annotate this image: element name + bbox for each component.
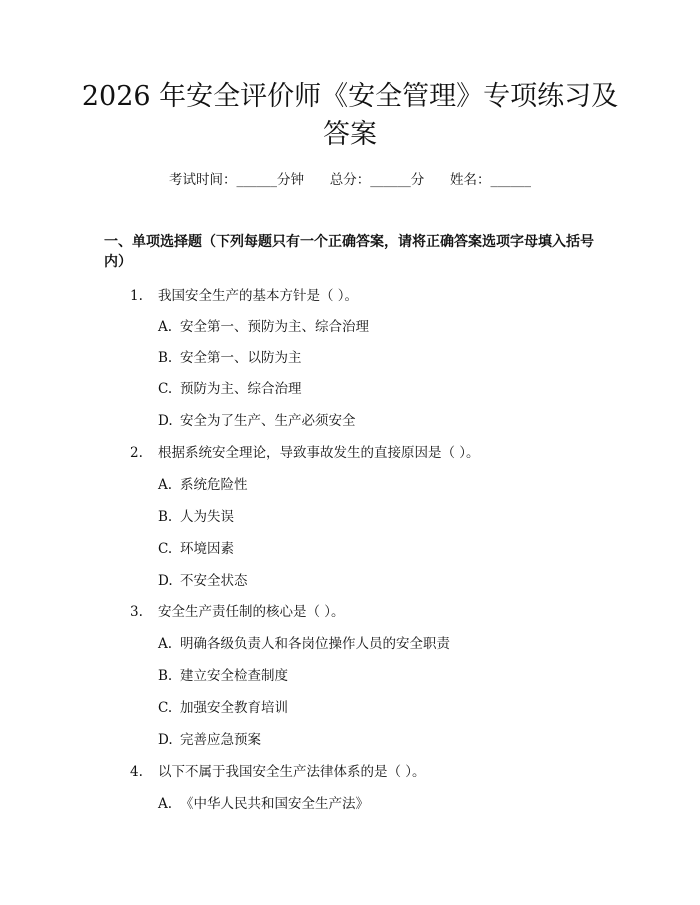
question-3-option-d [158,728,261,748]
option-text: 《中华人民共和国安全生产法》 [180,796,369,812]
question-text: 安全生产责任制的核心是（ ）。 [158,604,345,620]
question-1-option-a [158,315,369,335]
time-label: 考试时间： [169,172,237,188]
option-letter: B. [158,350,173,366]
option-letter: C. [158,700,173,716]
question-3-option-c [158,696,288,716]
question-text: 以下不属于我国安全生产法律体系的是（ ）。 [158,764,426,780]
question-number: 4. [130,764,143,780]
question-1-option-b [158,346,302,366]
question-1-option-c [158,377,302,397]
question-number: 2. [130,445,143,461]
question-number: 1. [130,288,143,304]
option-letter: C. [158,381,173,397]
option-letter: C. [158,541,173,557]
score-blank: ______ [370,172,411,188]
exam-info-line [0,168,700,188]
question-2-option-a [158,473,248,493]
option-letter: A. [158,796,173,812]
option-text: 建立安全检查制度 [180,668,288,684]
name-label: 姓名： [450,172,491,188]
question-1 [130,284,358,304]
option-text: 不安全状态 [180,573,248,589]
name-blank: ______ [490,172,531,188]
question-3-option-b [158,664,288,684]
option-text: 环境因素 [180,541,234,557]
time-blank: ______ [236,172,277,188]
question-2-option-c [158,537,234,557]
option-letter: D. [158,732,173,748]
question-text: 我国安全生产的基本方针是（ ）。 [158,288,359,304]
option-letter: A. [158,636,173,652]
question-4 [130,760,426,780]
option-text: 预防为主、综合治理 [180,381,302,397]
question-2 [130,441,480,461]
title-line-2: 答案 [323,119,377,150]
option-letter: B. [158,509,173,525]
question-3-option-a [158,632,450,652]
option-letter: B. [158,668,173,684]
option-text: 加强安全教育培训 [180,700,288,716]
option-text: 安全第一、预防为主、综合治理 [180,319,369,335]
question-2-option-d [158,569,248,589]
option-text: 明确各级负责人和各岗位操作人员的安全职责 [180,636,450,652]
score-unit: 分 [410,172,425,188]
question-2-option-b [158,505,234,525]
score-label: 总分： [329,172,371,188]
option-text: 安全为了生产、生产必须安全 [180,413,356,429]
option-letter: D. [158,573,173,589]
option-text: 安全第一、以防为主 [180,350,302,366]
document-title [60,78,640,154]
question-text: 根据系统安全理论，导致事故发生的直接原因是（ ）。 [158,445,480,461]
option-letter: D. [158,413,173,429]
option-text: 人为失误 [180,509,234,525]
title-line-1: 2026 年安全评价师《安全管理》专项练习及 [81,81,619,112]
option-letter: A. [158,319,173,335]
question-4-option-a [158,792,369,812]
section-heading: 一、单项选择题（下列每题只有一个正确答案，请将正确答案选项字母填入括号内） [104,234,594,270]
option-text: 完善应急预案 [180,732,261,748]
time-unit: 分钟 [277,172,304,188]
option-text: 系统危险性 [180,477,248,493]
question-3 [130,600,345,620]
option-letter: A. [158,477,173,493]
question-number: 3. [130,604,143,620]
question-1-option-d [158,409,356,429]
